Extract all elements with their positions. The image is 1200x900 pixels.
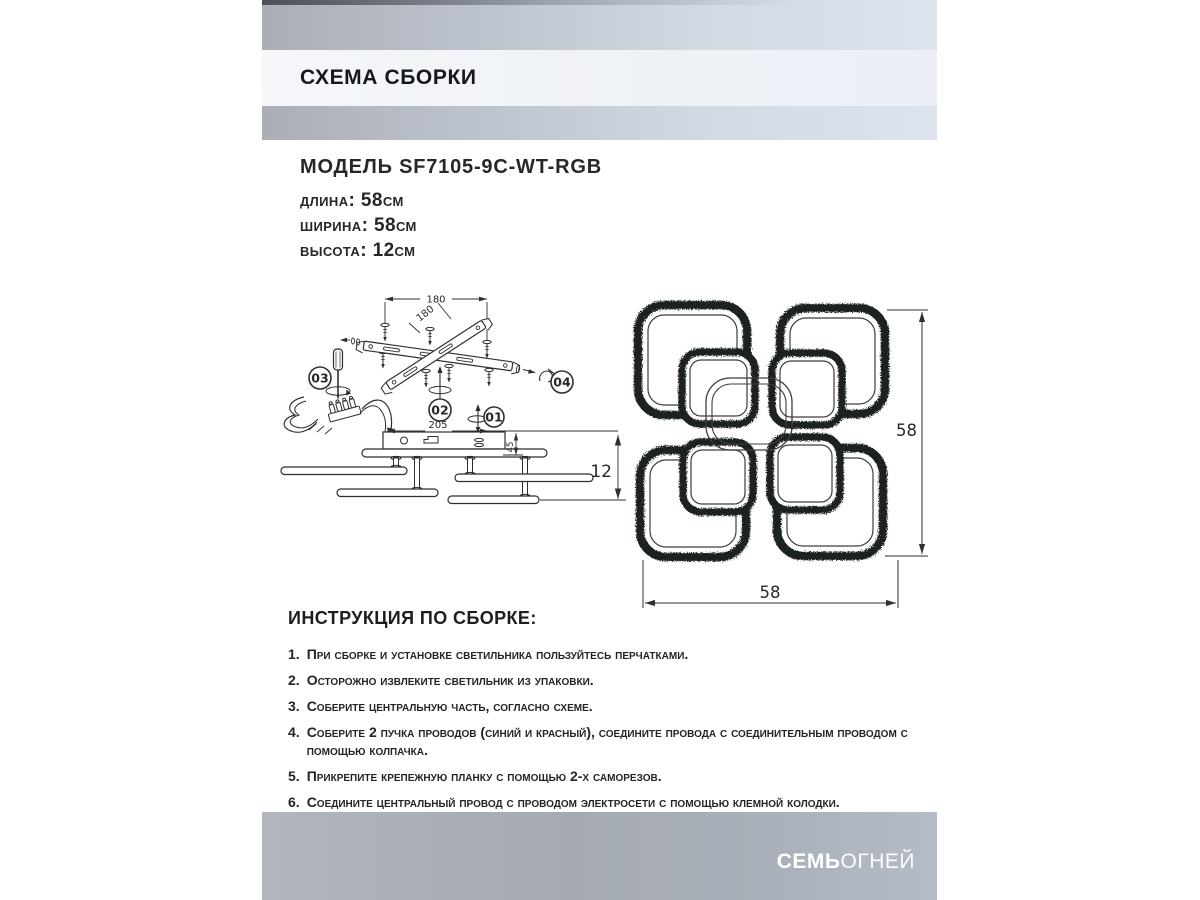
instruction-number: 3.: [288, 698, 300, 714]
svg-text:180: 180: [426, 294, 446, 306]
footer-band: [262, 812, 937, 900]
brand-logo-regular: ОГНЕЙ: [840, 850, 915, 873]
svg-text:58: 58: [759, 583, 781, 602]
lamp-arms: [281, 467, 593, 504]
model-height: высота: 12см: [300, 240, 416, 261]
brand-logo-bold: СЕМЬ: [776, 850, 841, 873]
top-view-drawing: [638, 305, 928, 608]
svg-text:180: 180: [414, 303, 437, 325]
instruction-number: 6.: [288, 794, 300, 810]
screw-left: [340, 338, 360, 345]
instruction-number: 1.: [288, 646, 300, 662]
instruction-text: Осторожно извлеките светильник из упаковки.: [306, 672, 594, 688]
part-label-02: [429, 366, 451, 421]
model-length: длина: 58см: [300, 190, 404, 211]
svg-text:01: 01: [485, 409, 503, 425]
instruction-text: При сборке и установке светильника пользуйтесь перчатками.: [306, 646, 689, 662]
instruction-item: [288, 697, 943, 715]
svg-text:03: 03: [311, 370, 329, 386]
part-label-04: [551, 371, 573, 393]
instruction-item: [288, 671, 943, 689]
screw-hook-right: [516, 365, 556, 382]
header-band: [262, 0, 937, 140]
mounting-bracket-bar2: [380, 316, 494, 396]
ceiling-plate: [362, 432, 547, 457]
part-label-01: [468, 404, 504, 433]
exploded-view-drawing: [281, 295, 626, 504]
dim-12: [540, 435, 626, 500]
instruction-number: 4.: [288, 724, 300, 740]
instruction-item: [288, 723, 943, 759]
header-band-shadow: [262, 0, 937, 5]
instruction-text: Соберите 2 пучка проводов (синий и красный), соедините провода с соединительным проводом с помощью колпачка.: [306, 724, 908, 758]
model-name: МОДЕЛЬ SF7105-9C-WT-RGB: [300, 156, 602, 178]
instructions-section: [288, 608, 943, 819]
title-strip: [262, 50, 937, 106]
dim-180-diagonal: [409, 303, 451, 333]
page-title: СХЕМА СБОРКИ: [300, 66, 477, 89]
dim-58-vertical: [885, 310, 928, 556]
instruction-text: Соберите центральную часть, согласно схеме.: [306, 698, 593, 714]
instruction-text: Соедините центральный провод с проводом электросети с помощью клемной колодки.: [306, 794, 840, 810]
instruction-number: 5.: [288, 768, 300, 784]
large-square-rings: [638, 305, 885, 557]
dim-58-horizontal: [643, 560, 898, 608]
instructions-heading: ИНСТРУКЦИЯ ПО СБОРКЕ:: [288, 608, 537, 628]
instruction-number: 2.: [288, 672, 300, 688]
svg-text:02: 02: [431, 402, 449, 418]
svg-text:12: 12: [590, 462, 612, 482]
instruction-item: [288, 767, 943, 785]
assembly-diagram: [255, 278, 945, 623]
instruction-text: Прикрепите крепежную планку с помощью 2-х саморезов.: [306, 768, 662, 784]
instruction-item: [288, 793, 943, 811]
svg-text:45: 45: [506, 441, 516, 453]
model-info: [300, 156, 602, 263]
brand-logo: [777, 850, 915, 874]
svg-text:58: 58: [896, 421, 917, 440]
wire-terminal-block: [309, 395, 361, 434]
instruction-item: [288, 645, 943, 663]
model-width: ширина: 58см: [300, 215, 417, 236]
svg-text:205: 205: [428, 420, 448, 431]
part-label-03: [309, 367, 331, 389]
svg-text:04: 04: [553, 374, 571, 390]
small-square-rings: [682, 352, 842, 512]
